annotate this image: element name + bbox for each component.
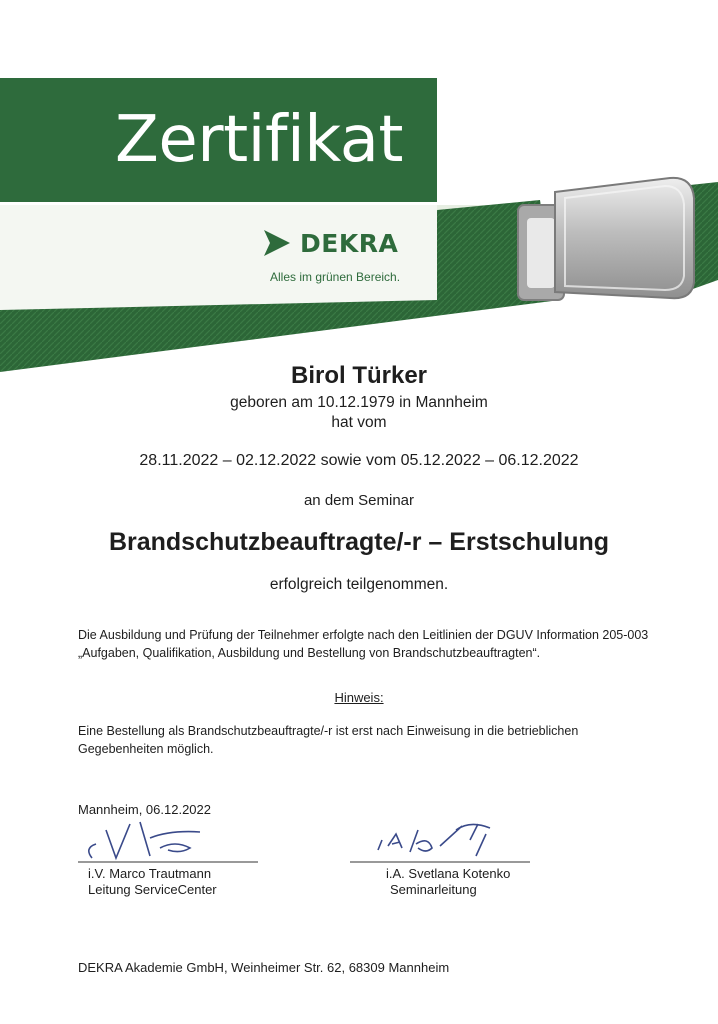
result-text: erfolgreich teilgenommen. <box>269 576 449 593</box>
right-signatory-name: i.A. Svetlana Kotenko <box>386 866 511 881</box>
dekra-logo <box>262 228 398 258</box>
course-title: Brandschutzbeauftragte/-r – Erstschulung <box>108 528 610 556</box>
birth-line: geboren am 10.12.1979 in Mannheim <box>230 394 488 411</box>
participant-name: Birol Türker <box>290 362 428 389</box>
seminar-dates: 28.11.2022 – 02.12.2022 sowie vom 05.12.2022 – 06.12.2022 <box>139 452 579 469</box>
note-heading: Hinweis: <box>334 690 384 705</box>
seatbelt-buckle-image <box>518 178 694 300</box>
training-info: Die Ausbildung und Prüfung der Teilnehmer erfolgte nach den Leitlinien der DGUV Information 205-003 „Aufgaben, Qualifikation, Ausbildung und Bestellung von Brandschutzbeauftragten“. <box>78 628 649 660</box>
brand-tagline: Alles im grünen Bereich. <box>270 270 401 284</box>
place-date: Mannheim, 06.12.2022 <box>78 802 211 817</box>
period-intro: hat vom <box>331 414 387 431</box>
note-text: Eine Bestellung als Brandschutzbeauftragte/-r ist erst nach Einweisung in die betrieblichen Gegebenheiten möglich. <box>78 724 579 756</box>
dekra-arrow-logo-icon <box>262 228 292 258</box>
seminar-intro: an dem Seminar <box>303 492 415 509</box>
left-signatory-name: i.V. Marco Trautmann <box>88 866 212 881</box>
right-signatory-role: Seminarleitung <box>390 882 477 897</box>
brand-name: DEKRA <box>300 228 399 258</box>
left-signatory-role: Leitung ServiceCenter <box>88 882 217 897</box>
certificate-title: Zertifikat <box>115 103 403 177</box>
footer-address: DEKRA Akademie GmbH, Weinheimer Str. 62, 68309 Mannheim <box>78 960 450 975</box>
